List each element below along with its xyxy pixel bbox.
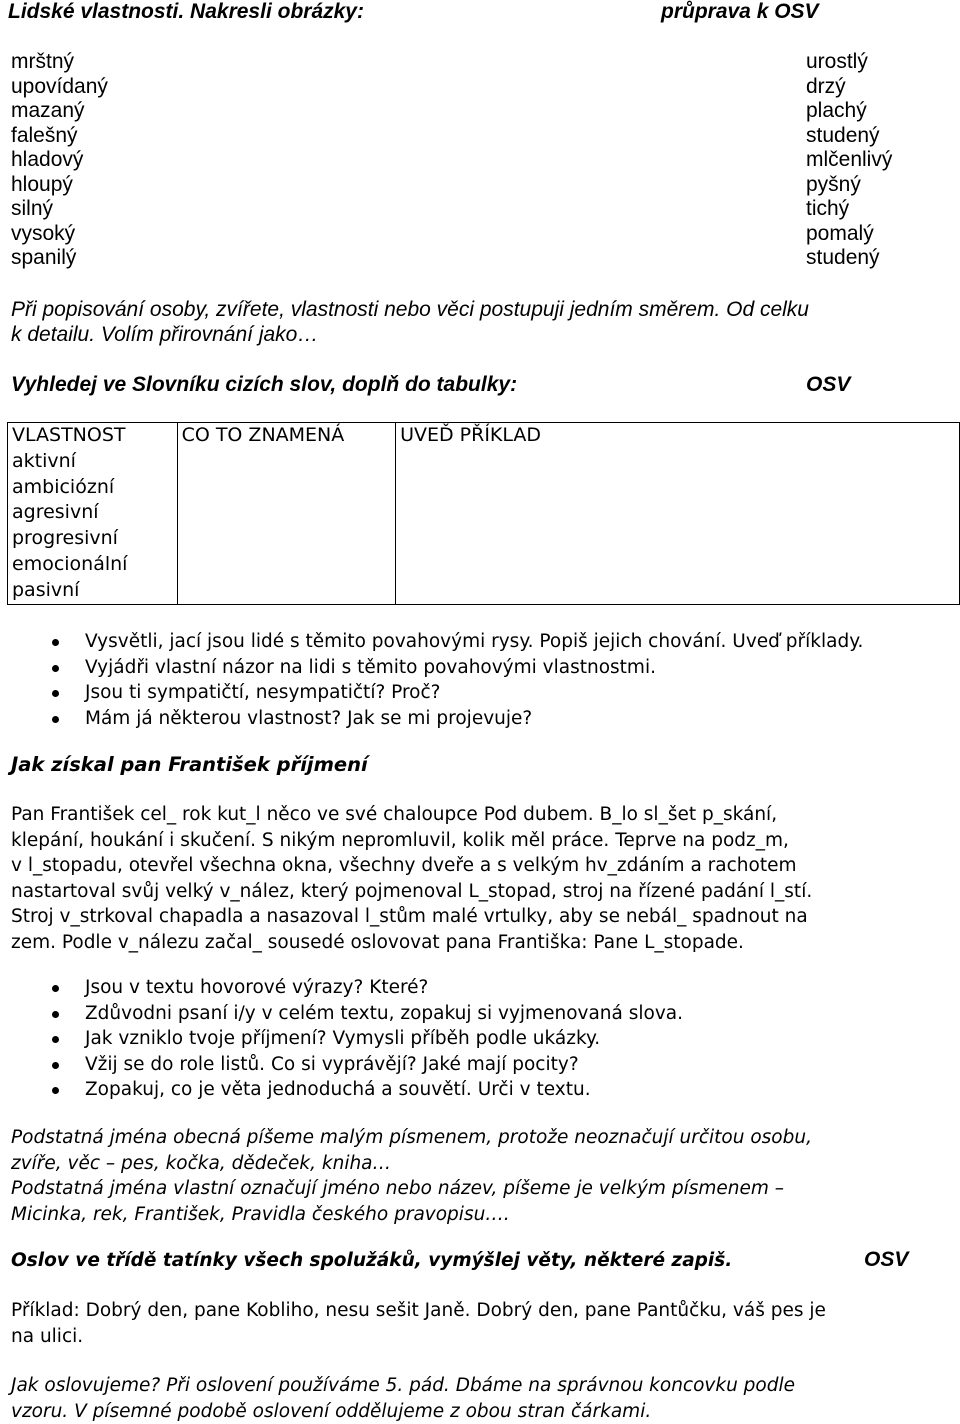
- table-header-row: [8, 423, 960, 449]
- table-cell-ambiciozni: ambiciózní: [12, 475, 177, 501]
- address-task-heading: Oslov ve třídě tatínky všech spolužáků, vymýšlej věty, některé zapiš.: [11, 1248, 732, 1274]
- note-line: Jak oslovujeme? Při oslovení používáme 5. pád. Dbáme na správnou koncovku podle: [11, 1373, 795, 1399]
- list-item: Jsou ti sympatičtí, nesympatičtí? Proč?: [85, 680, 863, 706]
- note-line: zvíře, věc – pes, kočka, dědeček, kniha…: [11, 1151, 812, 1177]
- dictionary-task-label: OSV: [806, 373, 850, 398]
- trait-item: falešný: [11, 124, 108, 149]
- trait-item: tichý: [806, 197, 892, 222]
- story-line: klepání, houkání i skučení. S nikým nepromluvil, kolik měl práce. Teprve na podz_m,: [11, 828, 812, 854]
- table-cell-emocionalni: emocionální: [12, 552, 177, 578]
- story-line: v l_stopadu, otevřel všechna okna, všechny dveře a s velkým hv_zdáním a rachotem: [11, 853, 812, 879]
- note-line: Při popisování osoby, zvířete, vlastnosti nebo věci postupuji jedním směrem. Od celku: [11, 298, 809, 323]
- traits-left-list: [11, 50, 108, 271]
- trait-item: pomalý: [806, 222, 892, 247]
- trait-item: hladový: [11, 148, 108, 173]
- table-cell-pasivni: pasivní: [12, 578, 177, 604]
- list-item: Vžij se do role listů. Co si vyprávějí? Jaké mají pocity?: [85, 1052, 683, 1078]
- trait-item: plachý: [806, 99, 892, 124]
- page-title: Lidské vlastnosti. Nakresli obrázky:: [8, 0, 364, 25]
- trait-item: silný: [11, 197, 108, 222]
- note-line: vzoru. V písemné podobě oslovení oddělujeme z obou stran čárkami.: [11, 1399, 795, 1424]
- trait-item: studený: [806, 124, 892, 149]
- list-item: Vyjádři vlastní názor na lidi s těmito povahovými vlastnostmi.: [85, 655, 863, 681]
- questions-list-1: [85, 629, 863, 731]
- example-text: [11, 1298, 826, 1349]
- story-line: nastartoval svůj velký v_nález, který pojmenoval L_stopad, stroj na řízené padání l_stí.: [11, 879, 812, 905]
- questions-list-2: [85, 975, 683, 1103]
- traits-right-list: [806, 50, 892, 271]
- list-item: Jak vzniklo tvoje příjmení? Vymysli příběh podle ukázky.: [85, 1026, 683, 1052]
- story-title: Jak získal pan František příjmení: [11, 752, 368, 778]
- table-header-cell: UVEĎ PŘÍKLAD: [396, 423, 960, 605]
- example-line: Příklad: Dobrý den, pane Kobliho, nesu sešit Janě. Dobrý den, pane Pantůčku, váš pes je: [11, 1298, 826, 1324]
- trait-item: spanilý: [11, 246, 108, 271]
- table-header-cell: VLASTNOST: [8, 423, 178, 449]
- story-text: [11, 802, 812, 955]
- story-line: zem. Podle v_nálezu začal_ sousedé oslovovat pana Františka: Pane L_stopade.: [11, 930, 812, 956]
- list-item: Jsou v textu hovorové výrazy? Které?: [85, 975, 683, 1001]
- trait-item: studený: [806, 246, 892, 271]
- final-note: [11, 1373, 795, 1424]
- story-line: Pan František cel_ rok kut_l něco ve své chaloupce Pod dubem. B_lo sl_šet p_skání,: [11, 802, 812, 828]
- example-line: na ulici.: [11, 1324, 826, 1350]
- note-line: Podstatná jména vlastní označují jméno nebo název, píšeme je velkým písmenem –: [11, 1176, 812, 1202]
- trait-item: mazaný: [11, 99, 108, 124]
- trait-item: hloupý: [11, 173, 108, 198]
- trait-item: vysoký: [11, 222, 108, 247]
- trait-item: drzý: [806, 75, 892, 100]
- note-line: Podstatná jména obecná píšeme malým písmenem, protože neoznačují určitou osobu,: [11, 1125, 812, 1151]
- note-line: Micinka, rek, František, Pravidla českého pravopisu….: [11, 1202, 812, 1228]
- nouns-note: [11, 1125, 812, 1227]
- list-item: Zopakuj, co je věta jednoduchá a souvětí. Urči v textu.: [85, 1077, 683, 1103]
- list-item: Mám já některou vlastnost? Jak se mi projevuje?: [85, 706, 863, 732]
- table-first-column: [8, 449, 178, 604]
- table-cell-progresivni: progresivní: [12, 526, 177, 552]
- trait-item: urostlý: [806, 50, 892, 75]
- vocabulary-table: [7, 422, 960, 605]
- trait-item: upovídaný: [11, 75, 108, 100]
- trait-item: mlčenlivý: [806, 148, 892, 173]
- trait-item: pyšný: [806, 173, 892, 198]
- table-cell-agresivni: agresivní: [12, 500, 177, 526]
- table-cell-aktivni: aktivní: [12, 449, 177, 475]
- dictionary-task-heading: Vyhledej ve Slovníku cizích slov, doplň do tabulky:: [11, 373, 517, 398]
- header-right-label: průprava k OSV: [661, 0, 819, 25]
- table-header-cell: CO TO ZNAMENÁ: [177, 423, 396, 605]
- story-line: Stroj v_strkoval chapadla a nasazoval l_stům malé vrtulky, aby se nebál_ spadnout na: [11, 904, 812, 930]
- address-task-label: OSV: [864, 1248, 908, 1273]
- trait-item: mrštný: [11, 50, 108, 75]
- list-item: Vysvětli, jací jsou lidé s těmito povahovými rysy. Popiš jejich chování. Uveď příklady.: [85, 629, 863, 655]
- description-note: [11, 298, 809, 347]
- note-line: k detailu. Volím přirovnání jako…: [11, 323, 809, 348]
- list-item: Zdůvodni psaní i/y v celém textu, zopakuj si vyjmenovaná slova.: [85, 1001, 683, 1027]
